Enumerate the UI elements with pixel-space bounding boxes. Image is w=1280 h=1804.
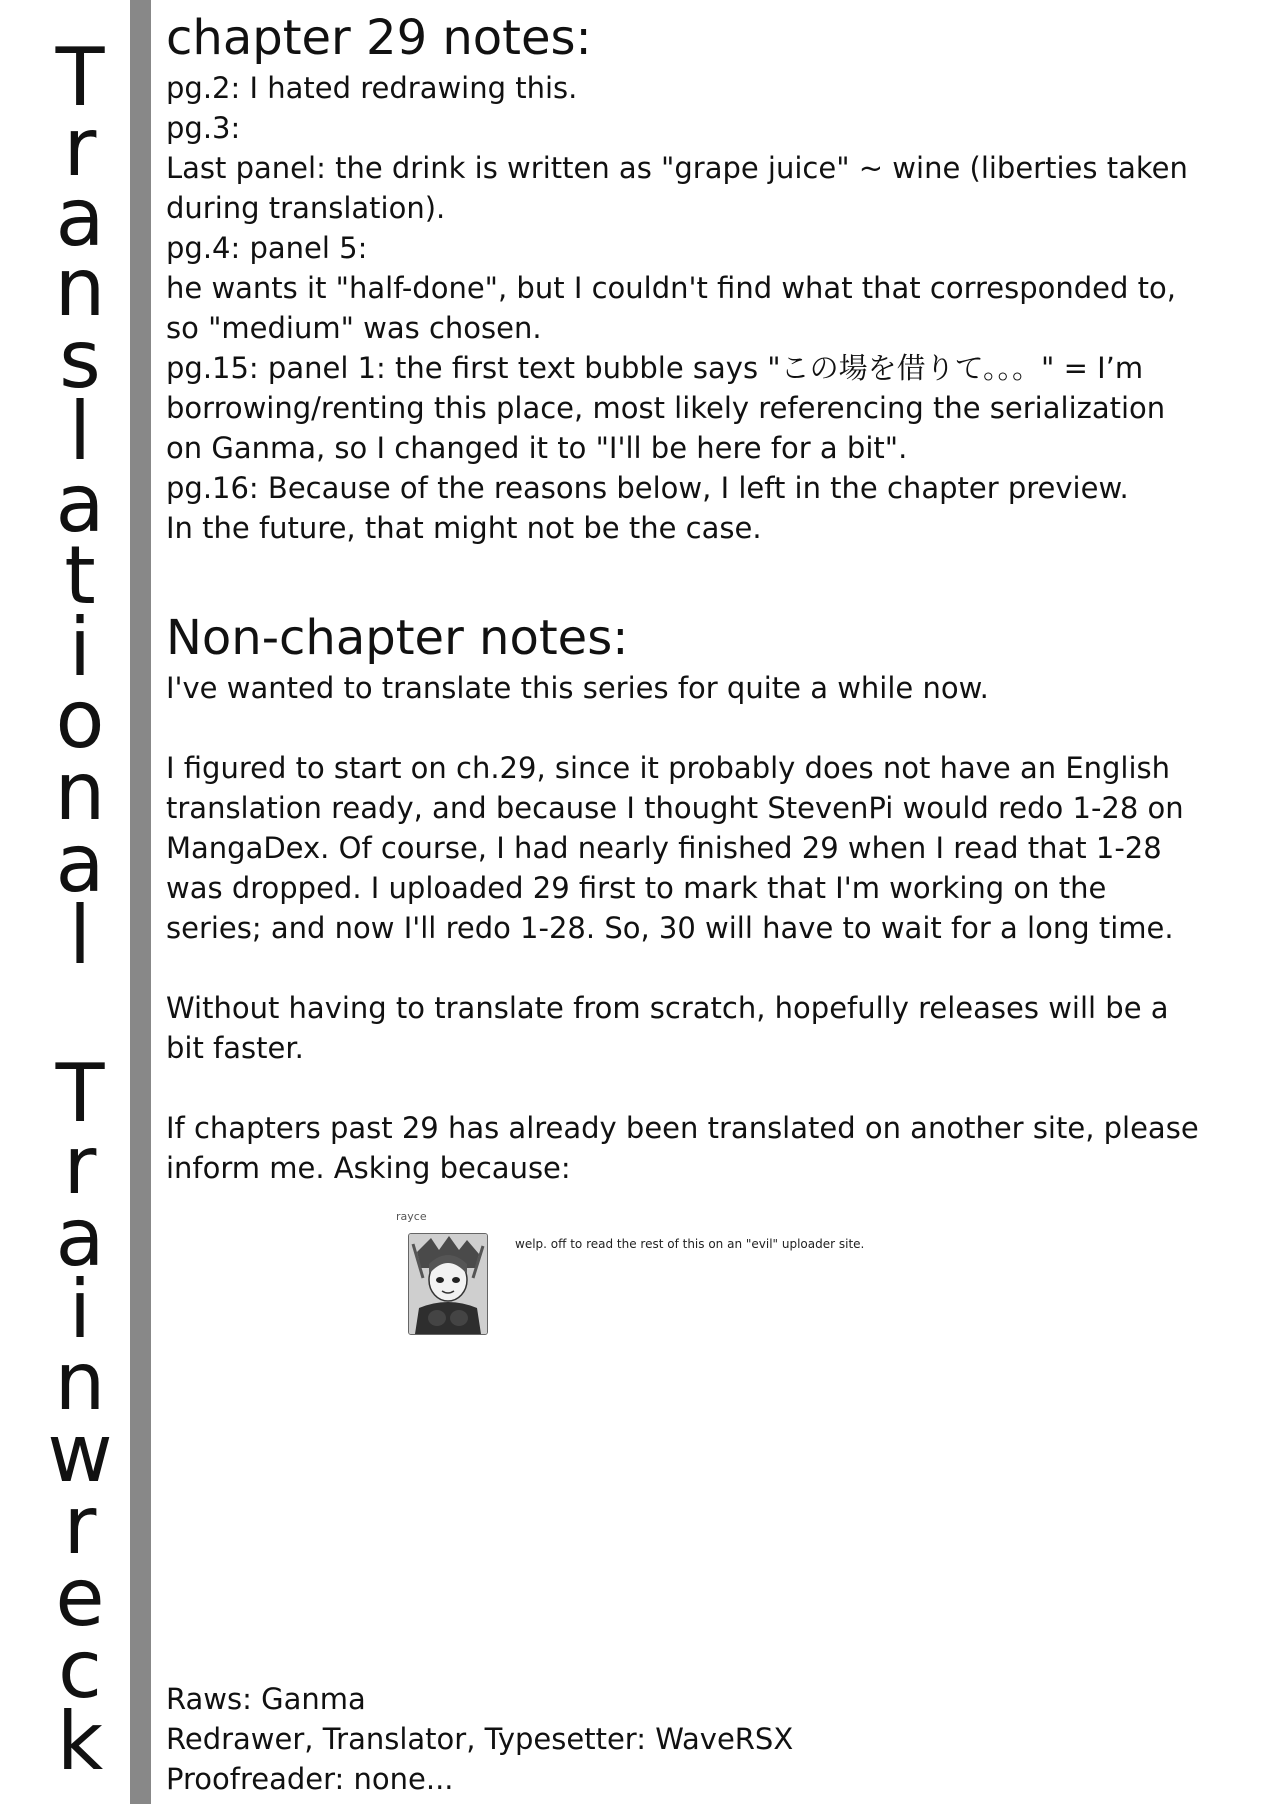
note-line: pg.2: I hated redrawing this. xyxy=(166,71,578,105)
comment-username: rayce xyxy=(396,1210,427,1223)
avatar-image xyxy=(409,1234,487,1334)
title-letter: k xyxy=(56,1695,104,1788)
title-letter: w xyxy=(47,1407,113,1500)
paragraph-line: I figured to start on ch.29, since it probably does not have an English xyxy=(166,751,1171,785)
title-letter: l xyxy=(68,385,92,478)
title-letter: a xyxy=(55,171,105,264)
note-line: during translation). xyxy=(166,191,446,225)
credits xyxy=(166,1679,793,1799)
non-chapter-notes-heading: Non-chapter notes: xyxy=(166,610,629,666)
title-letter: i xyxy=(68,601,92,694)
paragraph-line: translation ready, and because I thought StevenPi would redo 1-28 on xyxy=(166,791,1184,825)
title-letter: c xyxy=(58,1623,102,1716)
paragraph-line: Without having to translate from scratch, hopefully releases will be a xyxy=(166,991,1169,1025)
divider-bar xyxy=(130,0,151,1804)
note-line: on Ganma, so I changed it to "I'll be here for a bit". xyxy=(166,431,908,465)
paragraph-line: bit faster. xyxy=(166,1031,304,1065)
paragraph-line: MangaDex. Of course, I had nearly finished 29 when I read that 1-28 xyxy=(166,831,1162,865)
title-letter: e xyxy=(55,1551,105,1644)
credits-raws: Raws: Ganma xyxy=(166,1682,366,1716)
title-letter: T xyxy=(55,1047,105,1140)
comment-text: welp. off to read the rest of this on an "evil" uploader site. xyxy=(515,1237,865,1251)
title-letter: T xyxy=(55,31,105,124)
note-line: he wants it "half-done", but I couldn't find what that corresponded to, xyxy=(166,271,1176,305)
quoted-comment xyxy=(390,1210,910,1340)
avatar xyxy=(408,1233,488,1335)
note-line: pg.15: panel 1: the first text bubble says "この場を借りて。。。" = I’m xyxy=(166,351,1144,385)
title-letter: a xyxy=(55,1191,105,1284)
title-letter: o xyxy=(55,673,105,766)
title-letter: n xyxy=(54,1335,106,1428)
chapter-notes-heading: chapter 29 notes: xyxy=(166,10,592,66)
paragraph-line: If chapters past 29 has already been translated on another site, please xyxy=(166,1111,1199,1145)
title-letter: r xyxy=(63,1479,97,1572)
note-line: pg.3: xyxy=(166,111,241,145)
title-letter: t xyxy=(64,529,96,622)
note-line: pg.4: panel 5: xyxy=(166,231,368,265)
title-letter: s xyxy=(59,313,101,406)
title-letter: n xyxy=(54,745,106,838)
note-line: so "medium" was chosen. xyxy=(166,311,542,345)
title-letter: l xyxy=(68,889,92,982)
vertical-group-name xyxy=(0,0,130,1804)
note-line: Last panel: the drink is written as "grape juice" ~ wine (liberties taken xyxy=(166,151,1188,185)
title-letter: a xyxy=(55,457,105,550)
title-letter: i xyxy=(68,1263,92,1356)
credits-staff: Redrawer, Translator, Typesetter: WaveRSX xyxy=(166,1722,794,1756)
paragraph-line: inform me. Asking because: xyxy=(166,1151,571,1185)
credits-proofreader: Proofreader: none... xyxy=(166,1762,454,1796)
paragraph-line: series; and now I'll redo 1-28. So, 30 will have to wait for a long time. xyxy=(166,911,1174,945)
non-chapter-notes-body xyxy=(166,668,1266,1188)
paragraph-line: was dropped. I uploaded 29 first to mark that I'm working on the xyxy=(166,871,1107,905)
title-letter: r xyxy=(63,101,97,194)
note-line: borrowing/renting this place, most likely referencing the serialization xyxy=(166,391,1166,425)
title-letter: a xyxy=(55,817,105,910)
note-line: pg.16: Because of the reasons below, I left in the chapter preview. xyxy=(166,471,1129,505)
paragraph-line: I've wanted to translate this series for quite a while now. xyxy=(166,671,989,705)
title-letter: n xyxy=(54,241,106,334)
chapter-notes-body xyxy=(166,68,1266,548)
title-letter: r xyxy=(63,1119,97,1212)
notes-content xyxy=(166,8,1266,1188)
note-line: In the future, that might not be the case. xyxy=(166,511,762,545)
